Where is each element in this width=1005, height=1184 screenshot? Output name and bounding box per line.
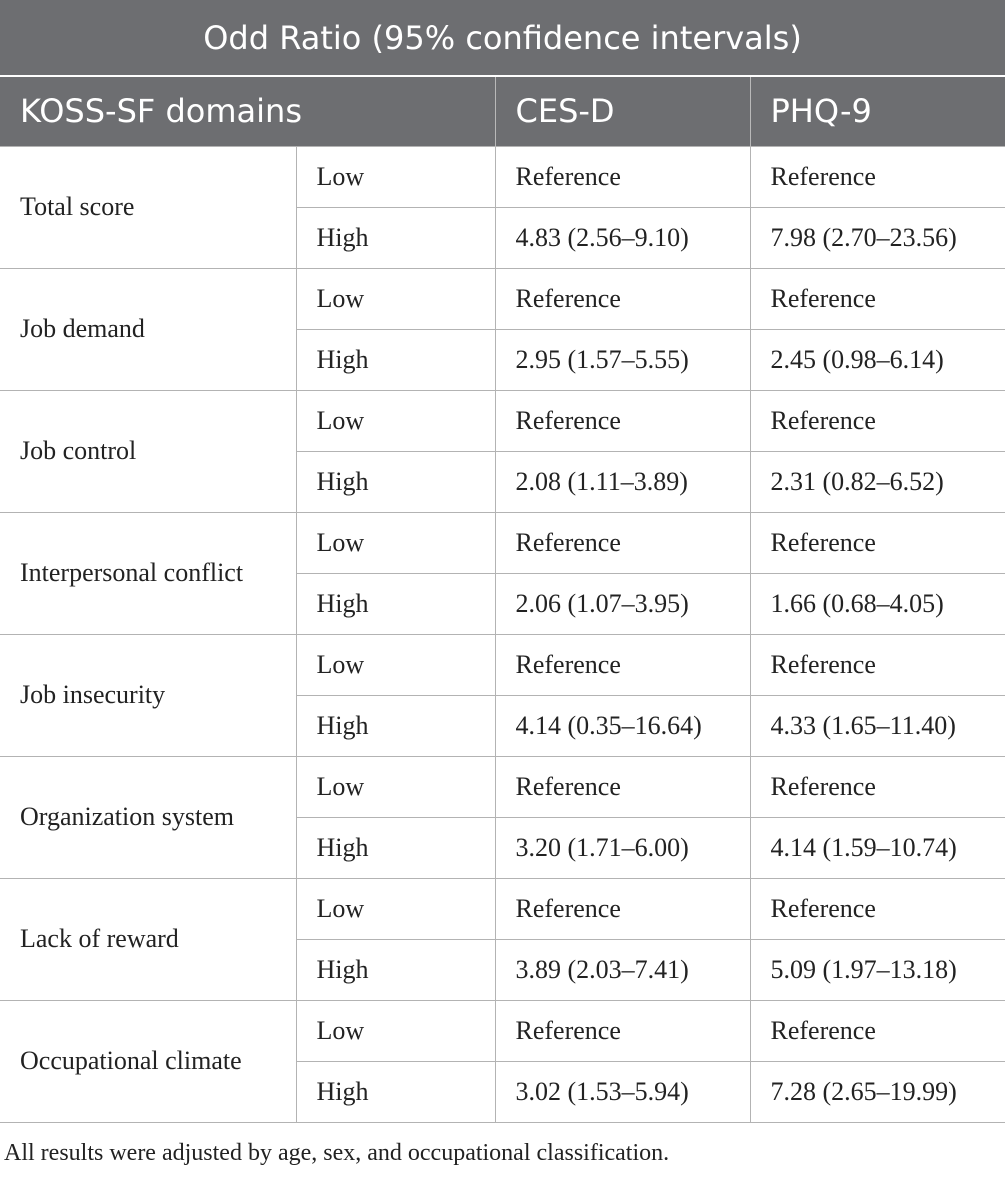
level-label: High [296,451,495,512]
ces-d-value: 4.83 (2.56–9.10) [495,207,750,268]
ces-d-value: 2.06 (1.07–3.95) [495,573,750,634]
level-label: High [296,817,495,878]
header-koss-sf-domains: KOSS-SF domains [0,76,495,146]
phq-9-value: 1.66 (0.68–4.05) [750,573,1005,634]
domain-label: Job demand [0,268,296,390]
ces-d-value: 3.20 (1.71–6.00) [495,817,750,878]
table-row [0,268,1005,329]
domain-label: Job insecurity [0,634,296,756]
level-label: High [296,207,495,268]
ces-d-value: 3.02 (1.53–5.94) [495,1061,750,1122]
level-label: High [296,329,495,390]
ces-d-value: Reference [495,634,750,695]
table-row [0,512,1005,573]
level-label: Low [296,146,495,207]
domain-label: Total score [0,146,296,268]
level-label: High [296,939,495,1000]
level-label: Low [296,512,495,573]
ces-d-value: 4.14 (0.35–16.64) [495,695,750,756]
table-footnote: All results were adjusted by age, sex, and occupational classification. [4,1139,670,1166]
phq-9-value: Reference [750,1000,1005,1061]
phq-9-value: Reference [750,756,1005,817]
level-label: Low [296,756,495,817]
level-label: High [296,1061,495,1122]
phq-9-value: 4.14 (1.59–10.74) [750,817,1005,878]
phq-9-value: Reference [750,634,1005,695]
level-label: High [296,573,495,634]
phq-9-value: 7.98 (2.70–23.56) [750,207,1005,268]
ces-d-value: 2.08 (1.11–3.89) [495,451,750,512]
level-label: Low [296,878,495,939]
table-row [0,390,1005,451]
domain-label: Occupational climate [0,1000,296,1122]
phq-9-value: Reference [750,512,1005,573]
domain-label: Interpersonal conflict [0,512,296,634]
ces-d-value: Reference [495,512,750,573]
phq-9-value: Reference [750,146,1005,207]
phq-9-value: 4.33 (1.65–11.40) [750,695,1005,756]
phq-9-value: Reference [750,268,1005,329]
header-ces-d: CES-D [495,76,750,146]
level-label: Low [296,634,495,695]
phq-9-value: Reference [750,878,1005,939]
header-phq-9: PHQ-9 [750,76,1005,146]
ces-d-value: Reference [495,390,750,451]
phq-9-value: 2.31 (0.82–6.52) [750,451,1005,512]
phq-9-value: Reference [750,390,1005,451]
table-row [0,634,1005,695]
ces-d-value: Reference [495,756,750,817]
level-label: High [296,695,495,756]
ces-d-value: Reference [495,268,750,329]
domain-label: Organization system [0,756,296,878]
level-label: Low [296,268,495,329]
ces-d-value: Reference [495,878,750,939]
ces-d-value: 2.95 (1.57–5.55) [495,329,750,390]
domain-label: Lack of reward [0,878,296,1000]
level-label: Low [296,390,495,451]
ces-d-value: Reference [495,146,750,207]
phq-9-value: 7.28 (2.65–19.99) [750,1061,1005,1122]
table-row [0,878,1005,939]
level-label: Low [296,1000,495,1061]
table-row [0,146,1005,207]
ces-d-value: Reference [495,1000,750,1061]
domain-label: Job control [0,390,296,512]
table-row [0,756,1005,817]
phq-9-value: 5.09 (1.97–13.18) [750,939,1005,1000]
table-row [0,1000,1005,1061]
table-title: Odd Ratio (95% confidence intervals) [0,0,1005,76]
ces-d-value: 3.89 (2.03–7.41) [495,939,750,1000]
phq-9-value: 2.45 (0.98–6.14) [750,329,1005,390]
